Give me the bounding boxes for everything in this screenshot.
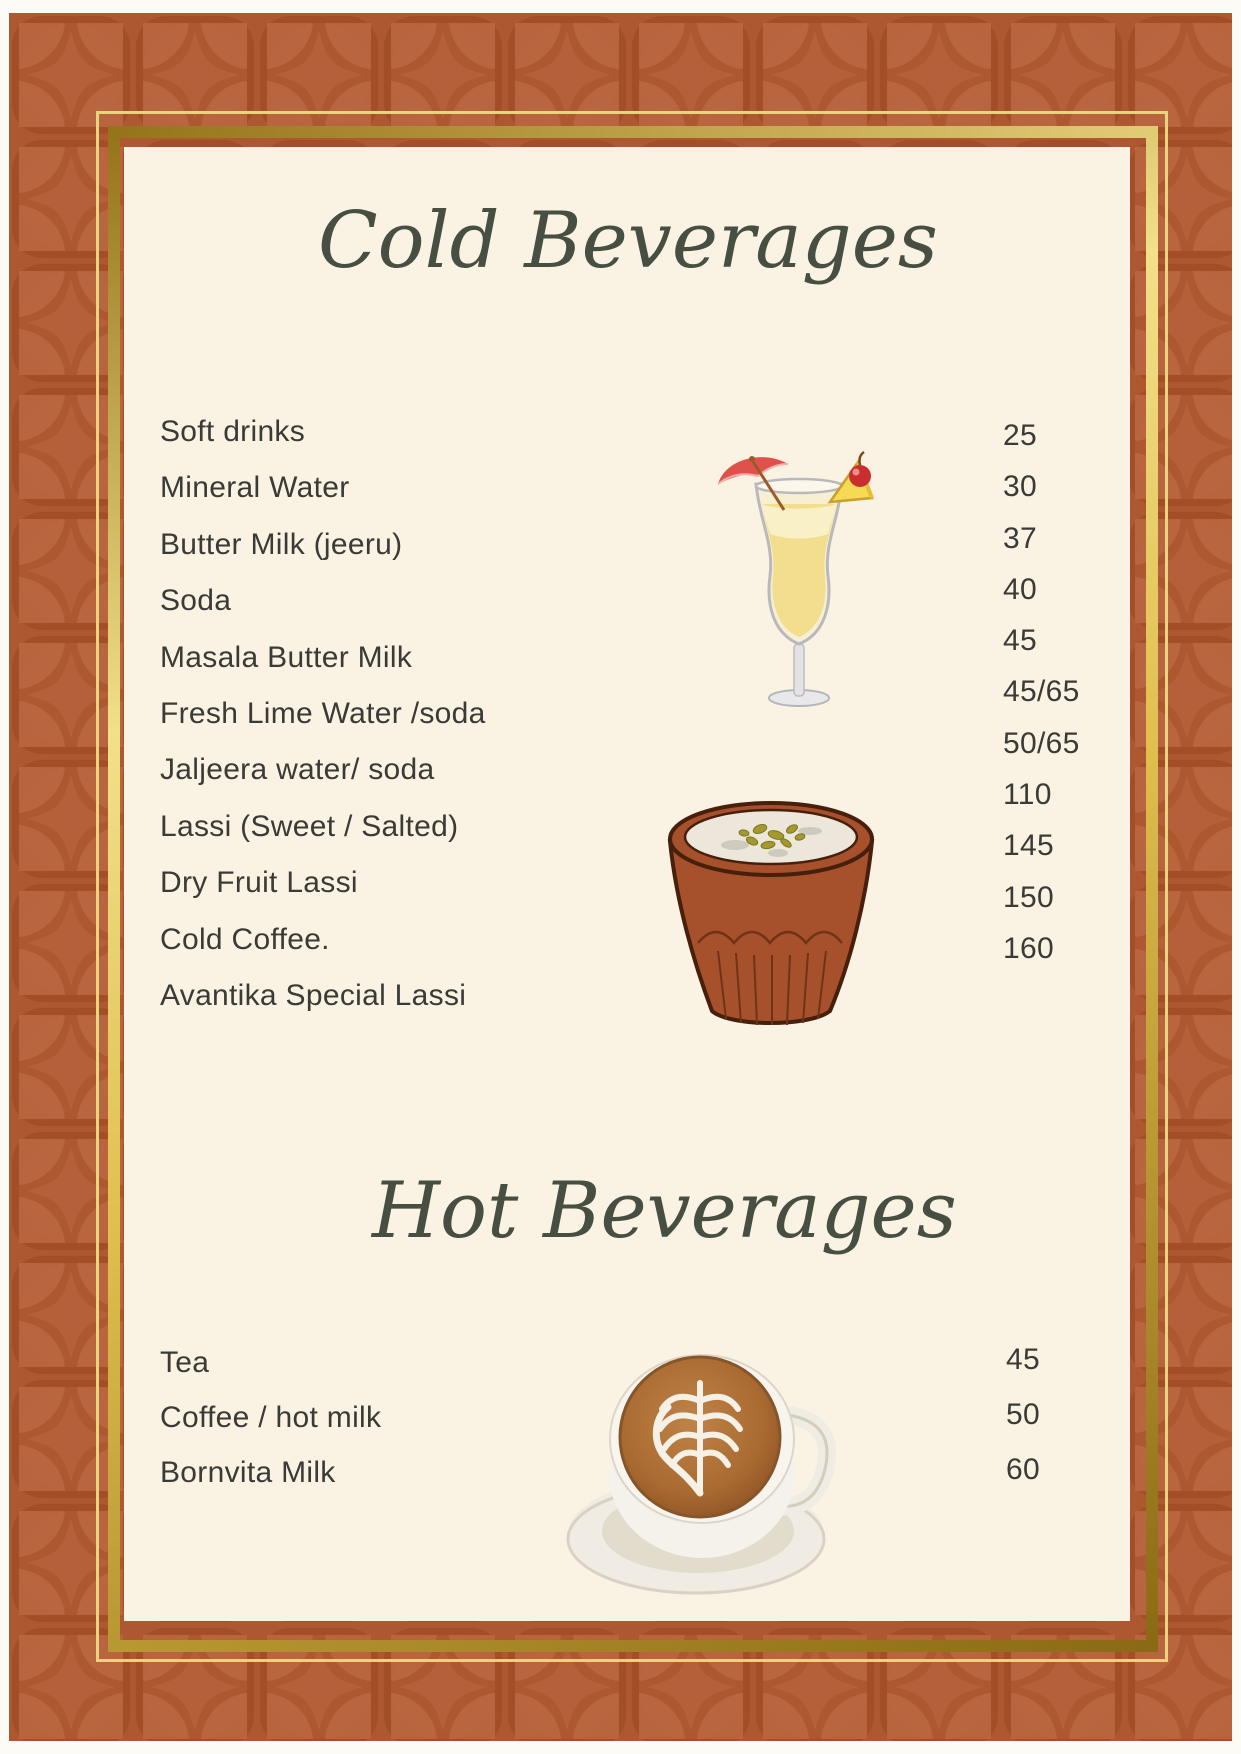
menu-item-name: Coffee / hot milk: [160, 1401, 382, 1434]
menu-item-name: Avantika Special Lassi: [160, 978, 467, 1012]
hot-items-list: [160, 1335, 381, 1500]
clay-cup-icon: [660, 793, 884, 1035]
menu-item-price: 50/65: [1003, 726, 1080, 760]
cold-prices-list: [1003, 410, 1080, 974]
cold-items-list: [160, 404, 486, 1024]
menu-item-price: 60: [1006, 1453, 1040, 1486]
menu-item-price: 37: [1003, 521, 1037, 555]
menu-item-price: 50: [1006, 1398, 1040, 1431]
pina-colada-glass-illustration: [712, 448, 884, 710]
cocktail-glass-icon: [712, 448, 884, 710]
menu-item-name: Cold Coffee.: [160, 922, 330, 956]
menu-item-name: Bornvita Milk: [160, 1456, 336, 1489]
menu-item-price: 45: [1003, 624, 1037, 658]
menu-item-name: Butter Milk (jeeru): [160, 527, 403, 561]
menu-item-name: Tea: [160, 1346, 210, 1379]
hot-section-title: Hot Beverages: [372, 1166, 957, 1256]
menu-item-name: Dry Fruit Lassi: [160, 866, 358, 900]
menu-item-price: 40: [1003, 572, 1037, 606]
menu-item-price: 30: [1003, 470, 1037, 504]
menu-item-price: 150: [1003, 880, 1054, 914]
menu-item-price: 110: [1003, 778, 1052, 812]
kulhad-lassi-illustration: [660, 793, 884, 1035]
menu-item-name: Mineral Water: [160, 471, 350, 505]
menu-item-price: 45: [1006, 1343, 1040, 1376]
menu-item-name: Fresh Lime Water /soda: [160, 696, 486, 730]
menu-item-name: Lassi (Sweet / Salted): [160, 809, 459, 843]
hot-prices-list: [1006, 1332, 1040, 1497]
menu-item-price: 25: [1003, 419, 1037, 452]
cold-section-title: Cold Beverages: [318, 196, 938, 286]
menu-item-name: Soda: [160, 584, 232, 618]
menu-item-price: 45/65: [1003, 675, 1080, 709]
menu-item-price: 160: [1003, 931, 1054, 965]
menu-item-name: Jaljeera water/ soda: [160, 753, 435, 787]
menu-item-name: Soft drinks: [160, 415, 306, 448]
menu-item-price: 145: [1003, 829, 1054, 863]
coffee-cup-icon: [566, 1343, 842, 1595]
menu-item-name: Masala Butter Milk: [160, 640, 413, 674]
cappuccino-cup-illustration: [566, 1343, 842, 1595]
